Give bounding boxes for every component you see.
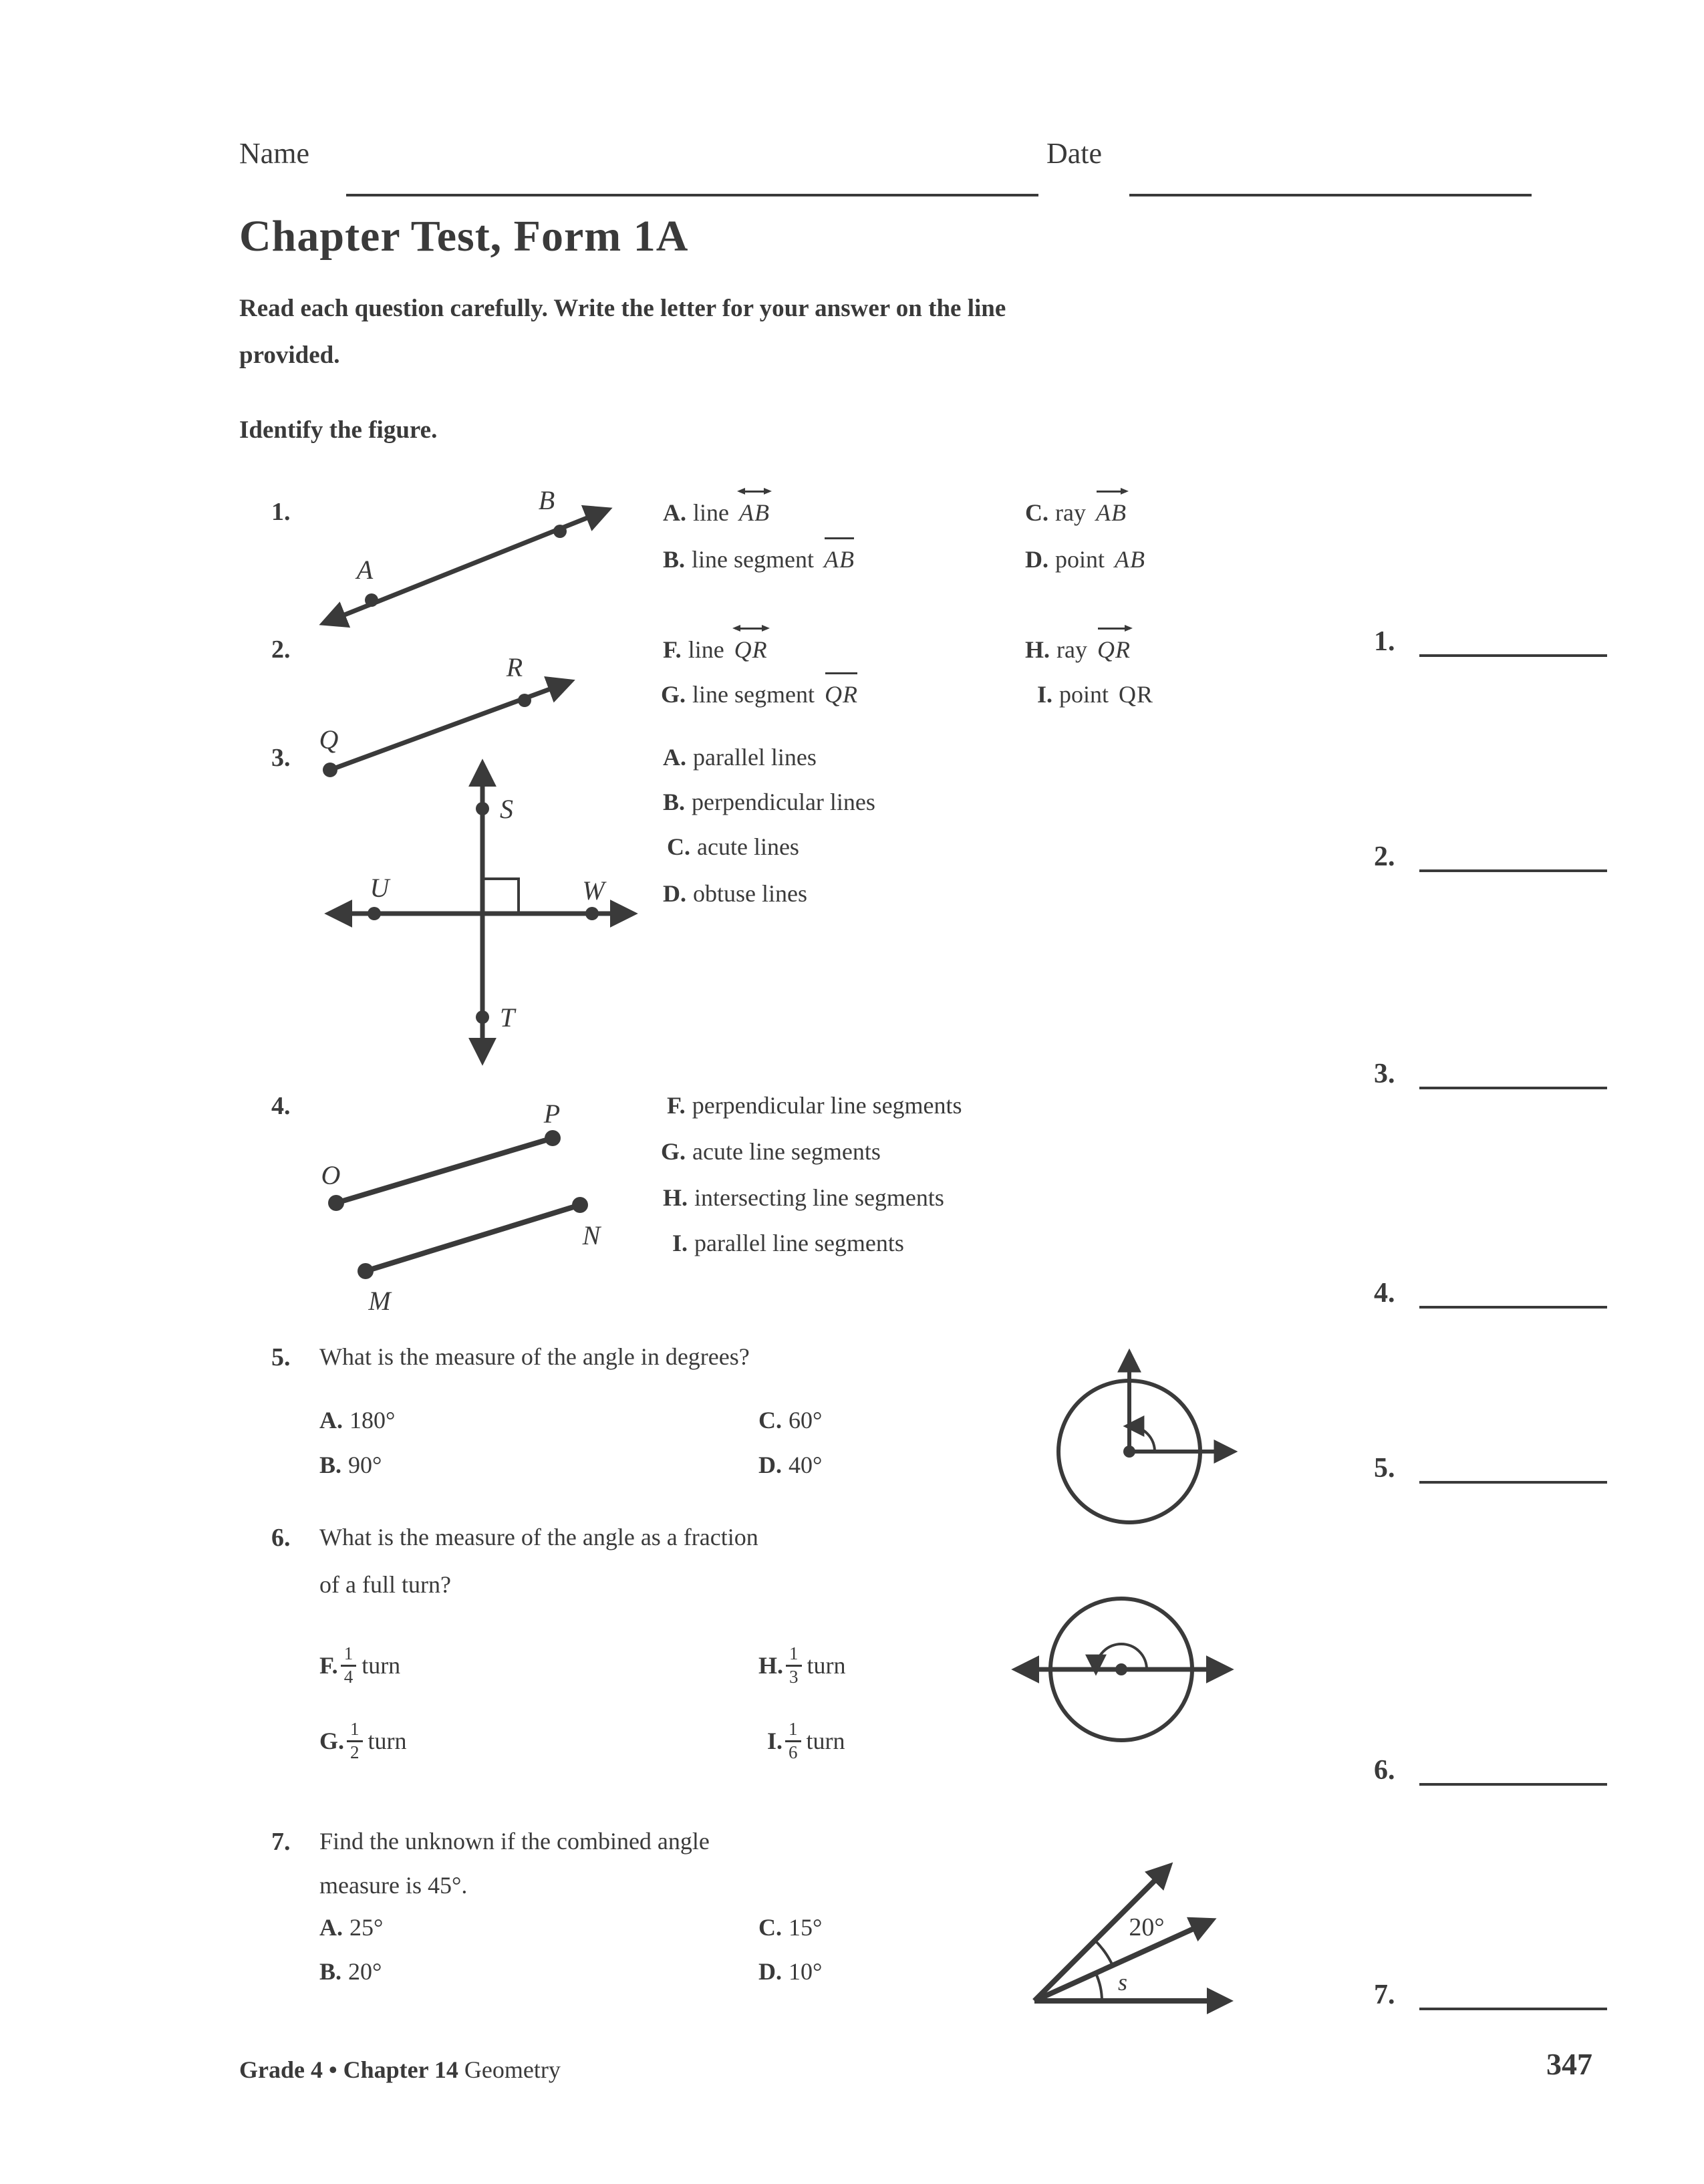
- label-U: U: [370, 873, 390, 903]
- name-blank-line[interactable]: [346, 194, 1038, 196]
- fraction: $\frac{1}{6}$: [785, 1720, 801, 1762]
- answer-2-blank-line[interactable]: [1419, 869, 1607, 872]
- point-P-dot: [545, 1130, 561, 1146]
- q4-option-g: G. acute line segments: [661, 1138, 881, 1165]
- ray-overmark-icon: [1098, 628, 1130, 630]
- q6-option-h: H. $\frac{1}{3}$ turn: [758, 1643, 846, 1687]
- q6-figure-half-turn-circle: [996, 1584, 1250, 1758]
- q6-option-g: G. $\frac{1}{2}$ turn: [319, 1718, 407, 1762]
- q5-option-c: C. 60°: [758, 1407, 823, 1434]
- q5-number: 5.: [271, 1343, 291, 1371]
- ray-overmark-icon: [1097, 491, 1126, 493]
- answer-4-blank-line[interactable]: [1419, 1306, 1607, 1309]
- angle-s-arc: [1096, 1973, 1102, 2001]
- answer-7-number: 7.: [1374, 1980, 1395, 2010]
- q1-option-a: A. line AB: [663, 499, 770, 527]
- q5-figure-right-angle-circle: [1042, 1330, 1256, 1537]
- q1-figure-line-AB: [294, 474, 668, 648]
- q5-question: What is the measure of the angle in degrees?: [319, 1343, 750, 1370]
- point-N-dot: [572, 1197, 588, 1213]
- label-A: A: [356, 555, 374, 585]
- point-S-dot: [476, 802, 489, 815]
- answer-6-blank-line[interactable]: [1419, 1783, 1607, 1786]
- q4-option-f: F. perpendicular line segments: [667, 1092, 962, 1119]
- footer-credit: [239, 2056, 561, 2084]
- vertex-dot: [1123, 1446, 1135, 1458]
- q7-figure-combined-angles: [1002, 1834, 1270, 2028]
- answer-3-blank-line[interactable]: [1419, 1087, 1607, 1089]
- page-number: 347: [1546, 2047, 1592, 2081]
- q7-option-d: D. 10°: [758, 1958, 823, 1985]
- answer-5-number: 5.: [1374, 1453, 1395, 1484]
- angle-20-arc: [1095, 1941, 1113, 1965]
- fraction: $\frac{1}{2}$: [347, 1720, 363, 1762]
- answer-2-number: 2.: [1374, 841, 1395, 872]
- label-20-degrees: 20°: [1129, 1913, 1165, 1941]
- answer-3-number: 3.: [1374, 1059, 1395, 1089]
- label-W: W: [582, 875, 605, 906]
- point-O-dot: [328, 1195, 344, 1211]
- q2-option-i: I. point QR: [1037, 681, 1154, 708]
- q7-option-b: B. 20°: [319, 1958, 382, 1985]
- date-blank-line[interactable]: [1129, 194, 1532, 196]
- point-R-dot: [518, 694, 531, 707]
- fraction: $\frac{1}{3}$: [786, 1644, 802, 1687]
- point-W-dot: [585, 907, 599, 920]
- q2-number: 2.: [271, 636, 291, 664]
- segment-overmark-icon: [825, 537, 854, 539]
- q4-figure-parallel-segments: [301, 1096, 635, 1323]
- q2-option-g: G. line segment QR: [661, 680, 858, 708]
- point-A-dot: [365, 593, 378, 607]
- q3-figure-perpendicular-lines: [301, 735, 655, 1089]
- line-overmark-icon: [740, 491, 769, 493]
- q6-option-f: F. $\frac{1}{4}$ turn: [319, 1643, 401, 1687]
- label-R: R: [506, 652, 523, 682]
- date-label: Date: [1046, 137, 1103, 170]
- section-heading: Identify the figure.: [239, 416, 438, 444]
- q3-option-d: D. obtuse lines: [663, 880, 807, 907]
- q3-option-a: A. parallel lines: [663, 744, 817, 771]
- q4-option-i: I. parallel line segments: [672, 1230, 904, 1256]
- fraction: $\frac{1}{4}$: [341, 1644, 357, 1687]
- q6-option-i: I. $\frac{1}{6}$ turn: [767, 1718, 845, 1762]
- answer-5-blank-line[interactable]: [1419, 1481, 1607, 1484]
- q1-option-c: C. ray AB: [1025, 499, 1127, 527]
- name-label: Name: [239, 137, 310, 170]
- label-M: M: [368, 1286, 391, 1316]
- q6-question-line-1: What is the measure of the angle as a fraction: [319, 1524, 758, 1550]
- intro-line-1: Read each question carefully. Write the letter for your answer on the line: [239, 295, 1006, 322]
- footer-subject: Geometry: [464, 2056, 561, 2083]
- point-T-dot: [476, 1010, 489, 1024]
- q3-option-c: C. acute lines: [667, 833, 799, 860]
- label-s: s: [1117, 1969, 1128, 1996]
- answer-1-blank-line[interactable]: [1419, 654, 1607, 657]
- line-overmark-icon: [735, 628, 767, 630]
- q7-question-line-1: Find the unknown if the combined angle: [319, 1828, 710, 1855]
- q1-option-b: B. line segment AB: [663, 545, 855, 573]
- q5-option-a: A. 180°: [319, 1407, 396, 1434]
- q4-number: 4.: [271, 1092, 291, 1120]
- label-Q: Q: [319, 724, 339, 755]
- label-O: O: [321, 1160, 341, 1190]
- q5-option-b: B. 90°: [319, 1452, 382, 1478]
- label-N: N: [582, 1220, 601, 1250]
- point-U-dot: [368, 907, 381, 920]
- q5-option-d: D. 40°: [758, 1452, 823, 1478]
- footer-chapter: Grade 4 • Chapter 14: [239, 2056, 458, 2083]
- q7-number: 7.: [271, 1828, 291, 1856]
- label-P: P: [543, 1099, 561, 1129]
- q2-option-f: F. line QR: [663, 636, 768, 664]
- q2-option-h: H. ray QR: [1025, 636, 1131, 664]
- q1-option-d: D. point AB: [1025, 546, 1145, 573]
- q4-option-h: H. intersecting line segments: [663, 1184, 944, 1211]
- q1-number: 1.: [271, 498, 291, 526]
- segment-overmark-icon: [825, 672, 857, 674]
- q7-option-a: A. 25°: [319, 1914, 384, 1941]
- answer-1-number: 1.: [1374, 626, 1395, 657]
- q3-option-b: B. perpendicular lines: [663, 789, 875, 815]
- q3-number: 3.: [271, 744, 291, 772]
- point-B-dot: [553, 525, 567, 538]
- intro-line-2: provided.: [239, 342, 340, 369]
- answer-7-blank-line[interactable]: [1419, 2008, 1607, 2010]
- q6-question-line-2: of a full turn?: [319, 1571, 451, 1598]
- page-title: Chapter Test, Form 1A: [239, 212, 689, 261]
- q7-option-c: C. 15°: [758, 1914, 823, 1941]
- answer-4-number: 4.: [1374, 1278, 1395, 1309]
- label-B: B: [538, 485, 555, 515]
- vertex-dot: [1115, 1663, 1127, 1675]
- q7-question-line-2: measure is 45°.: [319, 1872, 468, 1899]
- point-M-dot: [358, 1263, 374, 1279]
- right-angle-mark: [482, 879, 519, 914]
- label-S: S: [500, 794, 513, 824]
- q6-number: 6.: [271, 1524, 291, 1552]
- answer-6-number: 6.: [1374, 1755, 1395, 1786]
- label-T: T: [500, 1002, 515, 1033]
